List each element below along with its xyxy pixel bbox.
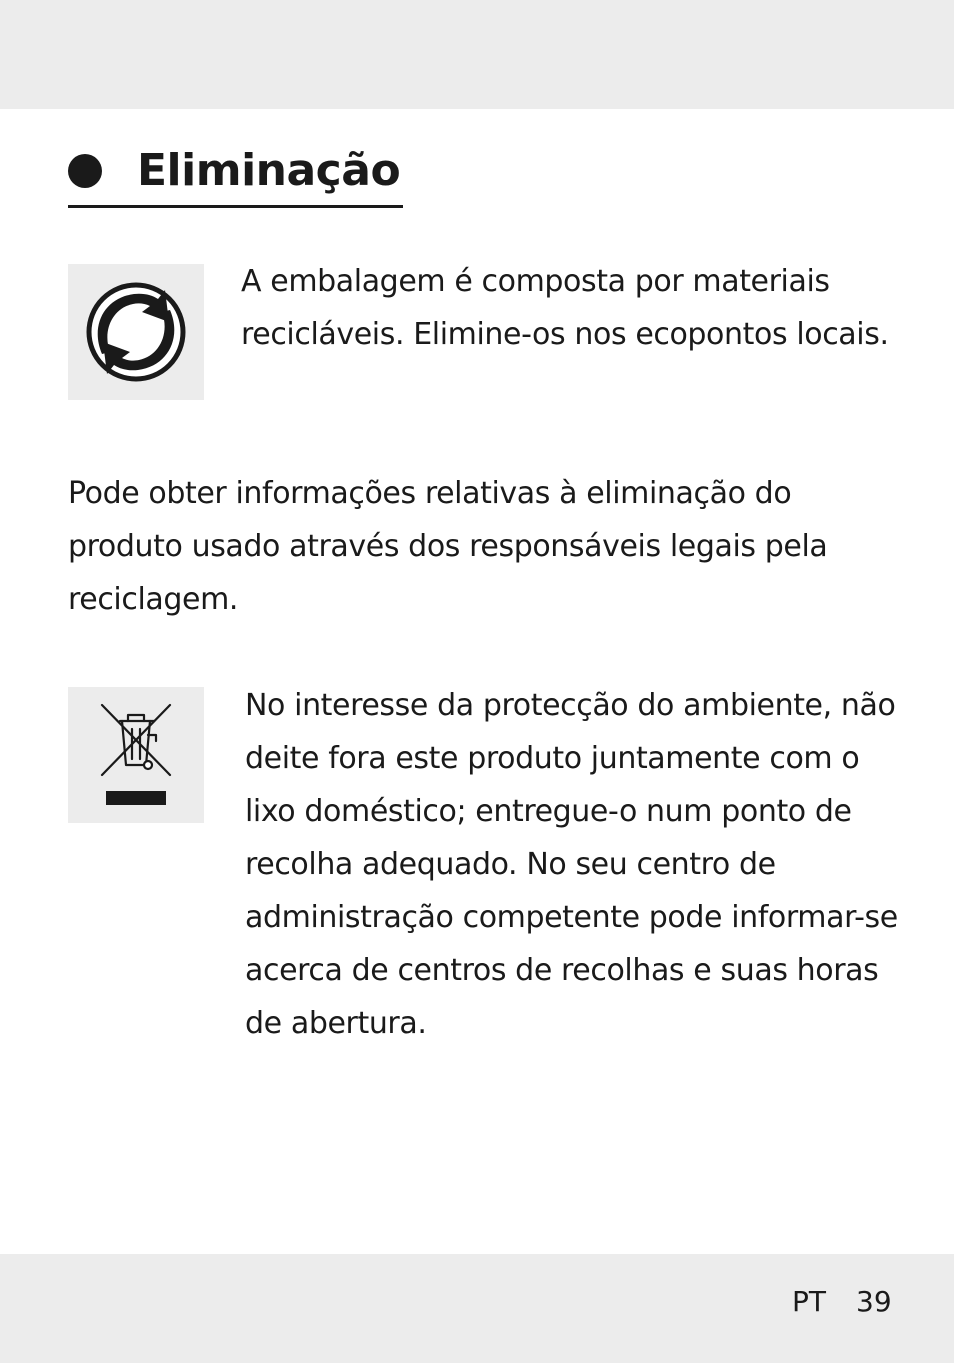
footer-language: PT <box>792 1285 826 1318</box>
header-band <box>0 0 954 109</box>
section-heading <box>68 140 403 208</box>
green-dot-recycling-icon <box>68 264 204 400</box>
section-title: Eliminação <box>137 145 401 196</box>
crossed-out-wheelie-bin-icon <box>68 687 204 823</box>
weee-text: No interesse da protecção do ambiente, não deite fora este produto juntamente com o lixo doméstico; entregue-o num ponto de recolha adequado. No seu centro de administração competente pode informar-se acerca de centros de recolhas e suas horas de abertura. <box>245 688 898 1041</box>
packaging-text: A embalagem é composta por materiais recicláveis. Elimine-os nos ecopontos locais. <box>241 264 889 352</box>
page-number: 39 <box>856 1285 892 1318</box>
bullet-icon <box>68 154 102 188</box>
info-text: Pode obter informações relativas à eliminação do produto usado através dos responsáveis legais pela reciclagem. <box>68 476 828 617</box>
